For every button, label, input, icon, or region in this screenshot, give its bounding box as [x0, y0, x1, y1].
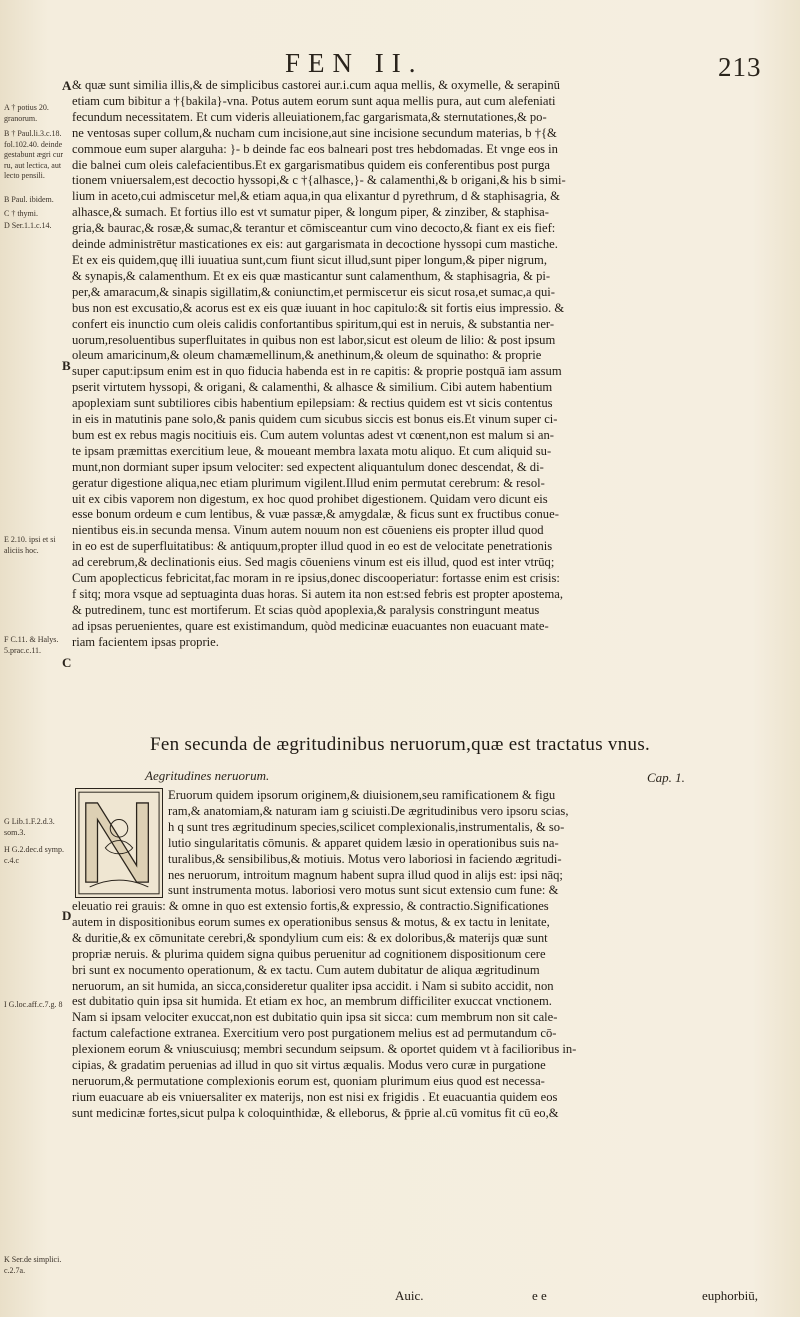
margin-note: G Lib.1.F.2.d.3. som.3.	[4, 817, 55, 837]
decorated-initial-n	[75, 788, 163, 898]
text-line: nientibus eis.in secunda mensa. Vinum autem nouum non est cōueniens eis propter illud quod	[72, 523, 544, 538]
text-line: super caput:ipsum enim est in quo fiducia habenda est in re capitis: & proprie postquā iam assum	[72, 364, 562, 379]
catchword-right: euphorbiū,	[702, 1288, 758, 1303]
margin-note: B † Paul.li.3.c.18. fol.102.40. deinde gestabunt ægri cur ru, aut lectica, aut lecto pensili.	[4, 129, 64, 180]
text-line: sunt instrumenta motus. laboriosi vero motus sunt sicut extensio cum fune: &	[168, 883, 559, 898]
text-line: oleum amaricinum,& oleum chamæmellinum,& anethinum,& oleum de squinatho: & proprie	[72, 348, 542, 363]
text-line: deinde administrētur masticationes ex eis: aut gargarismata in decoctione hyssopi cum mastiche.	[72, 237, 558, 252]
text-line: in eo est de superfluitatibus: & antiquum,propter illud quod in eo est de velocitate penetrationis	[72, 539, 553, 554]
text-line: te ipsam præmittas exercitium leue, & moueant membra laxata motu aliquo. Et cum aliquid su-	[72, 443, 552, 458]
text-line: & putredinem, tunc est mortiferum. Et scias quòd apoplexia,& paralysis constringunt meatus	[72, 602, 540, 617]
text-line: rium euacuare ab eis vniuersaliter ex materijs, non est nisi ex frigidis . Et euacuantia quidem eos	[72, 1089, 558, 1104]
signature-mark: e e	[532, 1288, 547, 1303]
text-line: propriæ neruis. & plurima quidem signa quibus peruenitur ad cognitionem dispositionum cere	[72, 946, 546, 961]
margin-note: A † potius 20. granorum.	[4, 103, 49, 123]
text-line: bum est ex rebus magis nocitiuis eis. Cum autem voluntas adest vt cœnent,non est malum si an-	[72, 427, 554, 442]
margin-note: E 2.10. ipsi et si aliciis hoc.	[4, 535, 56, 555]
text-line: Eruorum quidem ipsorum originem,& diuisionem,seu ramificationem & figu	[168, 788, 556, 802]
text-line: pserit virtutem hyssopi, & origani, & calamenthi, & alhasce & similium. Cibi autem habentium	[72, 380, 553, 395]
text-line: etiam cum bibitur a †{bakila}-vna. Potus autem eorum sunt aqua mellis pura, aut cum alefeniati	[72, 93, 556, 108]
text-line: sunt medicinæ fortes,sicut pulpa k coloquinthidæ, & elleborus, & p̄prie al.cū vomitus fit cū eo,&	[72, 1105, 559, 1120]
text-line: est dubitatio quin ipsa sit humida. Et etiam ex hoc, an membrum difficiliter exuccat vnctionem.	[72, 994, 552, 1009]
text-line: ad ipsas peruenientes, quare est existimandum, quòd medicinæ euacuantes non euacuant mate-	[72, 618, 549, 633]
text-line: gria,& baurac,& rosæ,& sumac,& terantur et cōmisceantur cum vino decocto,& fiant ex eis fief:	[72, 221, 556, 236]
text-line: f sitq; mora vsque ad septuaginta duas horas. Si autem ita non est:sed febris est propter apostema,	[72, 587, 564, 601]
section-title: Fen secunda de ægritudinibus neruorum,quæ est tractatus vnus.	[150, 734, 651, 755]
text-line: plexionem eorum & vniuscuiusq; membri secundum seipsum. & oportet quidem vt à facilioribus in-	[72, 1042, 577, 1057]
text-line: uorum,resoluentibus superfluitates in quibus non est labor,sicut est oleum de lilio: & post ipsum	[72, 332, 556, 347]
text-line: ram,& anatomiam,& naturam iam g sciuisti.De ægritudinibus vero ipsoru scias,	[168, 803, 569, 818]
text-line: fecundum necessitatem. Et cum videris alleuiationem,fac gargarismata,& sternutationes,& po-	[72, 109, 547, 124]
text-line: confert eis inunctio cum oleis calidis confortantibus spiritum,qui est in neruis, & substantia ner-	[72, 316, 555, 331]
subheading: Aegritudines neruorum.	[145, 768, 270, 783]
section-marker-b: B	[62, 358, 71, 373]
text-line: commoue eum super alarguha: }- b deinde fac eos balneari post tres hebdomadas. Et vnge eos in	[72, 141, 558, 156]
section-marker-a: A	[62, 78, 72, 93]
margin-note: F C.11. & Halys. 5.prac.c.11.	[4, 635, 59, 655]
text-line: in eis in matutinis pane solo,& panis quidem cum sicubus siccis est bonus eis.Et vinum super ci-	[72, 412, 558, 427]
text-line: cipias, & gradatim peruenias ad illud in quo sit virtus æqualis. Modus vero curæ in purgatione	[72, 1058, 546, 1073]
text-line: turalibus,& sensibilibus,& motiuis. Motus vero laboriosi in faciendo ægritudi-	[168, 851, 562, 866]
text-line: Et ex eis quidem,quę illi iuuatiua sunt,cum fiunt sicut illud,sunt piper longum,& piper nigrum,	[72, 252, 548, 267]
text-line: munt,non dormiant super ipsum velociter: sed expectent aliquantulum donec descendat, & di-	[72, 459, 544, 474]
text-line: Nam si ipsam velociter exuccat,non est dubitatio quin ipsa sit sicca: cum membrum non sit cale-	[72, 1010, 558, 1025]
text-line: bus non est excusatio,& acorus est ex eis quæ iuuant in hoc capitulo:& sit fortis eius impressio. &	[72, 300, 565, 315]
text-line: apoplexiam sunt subtiliores cibis habentium epilepsiam: & rectius quidem est vt sicis contentus	[72, 396, 553, 411]
text-line: & synapis,& calamenthum. Et ex eis quæ masticantur sunt calamenthum, & staphisagria, & pi-	[72, 268, 551, 283]
section-marker-d: D	[62, 908, 72, 923]
text-line: tionem vniuersalem,est decoctio hyssopi,& c †{alhasce,}- & calamenthi,& b origani,& his b simi-	[72, 173, 566, 188]
text-line: uit ex cibis vaporem non digestum, ex hoc quod prohibet digestionem. Quidam vero dicunt eis	[72, 491, 548, 506]
decorated-initial-icon	[76, 789, 162, 897]
chapter-label: Cap. 1.	[647, 770, 685, 785]
text-line: & duritie,& ex cōmunitate cerebri,& spondylium cum eis: & ex doloribus,& materijs quæ sunt	[72, 930, 548, 945]
margin-note: H G.2.dec.d symp. c.4.c	[4, 845, 64, 865]
text-line: esse bonum ordeum e cum lentibus, & vuæ passæ,& amygdalæ, & ficus sunt ex fructibus conue-	[72, 507, 559, 522]
text-line: lium in aceto,cui admiscetur mel,& etiam aqua,in qua elixantur d pyrethrum, d & staphisagria, &	[72, 189, 560, 204]
text-line: Cum apoplecticus febricitat,fac moram in re ipsius,donec discooperiatur: fortasse enim est crisis:	[72, 571, 560, 586]
margin-note: K Ser.de simplici. c.2.7a.	[4, 1255, 62, 1275]
paragraph-nerves-opening	[168, 788, 784, 899]
text-line: factum calefactione extranea. Exercitium vero post purgationem melius est ad permutandum cō-	[72, 1026, 557, 1041]
text-line: bri sunt ex nocumento operationum, & ex tactu. Cum autem dubitatur de aliqua ægritudinum	[72, 962, 540, 977]
text-line: die balnei cum oleis calefacientibus.Et ex gargarismatibus quidem eis conferentibus post purga	[72, 157, 550, 172]
text-line: ad cerebrum,& declinationis eius. Sed magis cōueniens vinum est eis illud, quod est inter vtrūq;	[72, 555, 555, 570]
text-line: eleuatio rei grauis: & omne in quo est extensio fortis,& expressio, & contractio.Significationes	[72, 899, 549, 913]
text-line: riam facientem ipsas proprie.	[72, 634, 219, 649]
margin-note: D Ser.1.1.c.14.	[4, 221, 52, 230]
catchword-line	[0, 1288, 800, 1308]
paragraph-nerves	[72, 899, 784, 1122]
paragraph-apoplexia	[72, 78, 784, 651]
section-marker-c: C	[62, 655, 72, 670]
text-line: autem in dispositionibus eorum sumes ex operationibus sensus & motus, & ex tactu in lenitate,	[72, 914, 550, 929]
text-line: ne ventosas super collum,& nucham cum incisione,aut sine incisione secundum materias, b †{&	[72, 125, 557, 140]
margin-note: I G.loc.aff.c.7.g. 8	[4, 1000, 63, 1009]
catchword-left: Auic.	[395, 1288, 424, 1303]
text-line: geratur digestione aliqua,nec etiam plurimum vigilent.Illud enim permutat cerebrum: & resol-	[72, 475, 545, 490]
margin-note: C † thymi.	[4, 209, 39, 218]
text-line: nes neruorum, introitum magnum habent supra illud quod in alijs est: ipsi nāq;	[168, 867, 563, 882]
text-line: h q sunt tres ægritudinum species,scilicet complexionalis,instrumentalis, & so-	[168, 819, 565, 834]
text-line: per,& amaracum,& sinapis sigillatim,& coniunctim,et permisceτur eis sicut rosa,et sumac,a qui-	[72, 284, 555, 299]
text-line: neruorum,& permutatione complexionis eorum est, quoniam plurimum eius quod est necessa-	[72, 1073, 545, 1088]
text-line: neruorum, an sit humida, an sicca,consideretur qualiter ipsa accidit. i Nam si subito accidit, non	[72, 978, 554, 993]
margin-note: B Paul. ibidem.	[4, 195, 54, 204]
text-line: alhasce,& sumach. Et fortius illo est vt sumatur piper, & longum piper, & zinziber, & staphisa-	[72, 205, 549, 220]
page-number: 213	[718, 52, 762, 82]
text-line: & quæ sunt similia illis,& de simplicibus castorei aur.i.cum aqua mellis, & oxymelle, & serapinū	[72, 78, 560, 92]
text-line: lutio singularitatis cōmunis. & apparet quidem læsio in operationibus suis na-	[168, 835, 559, 850]
running-head: FEN II.	[285, 48, 424, 78]
